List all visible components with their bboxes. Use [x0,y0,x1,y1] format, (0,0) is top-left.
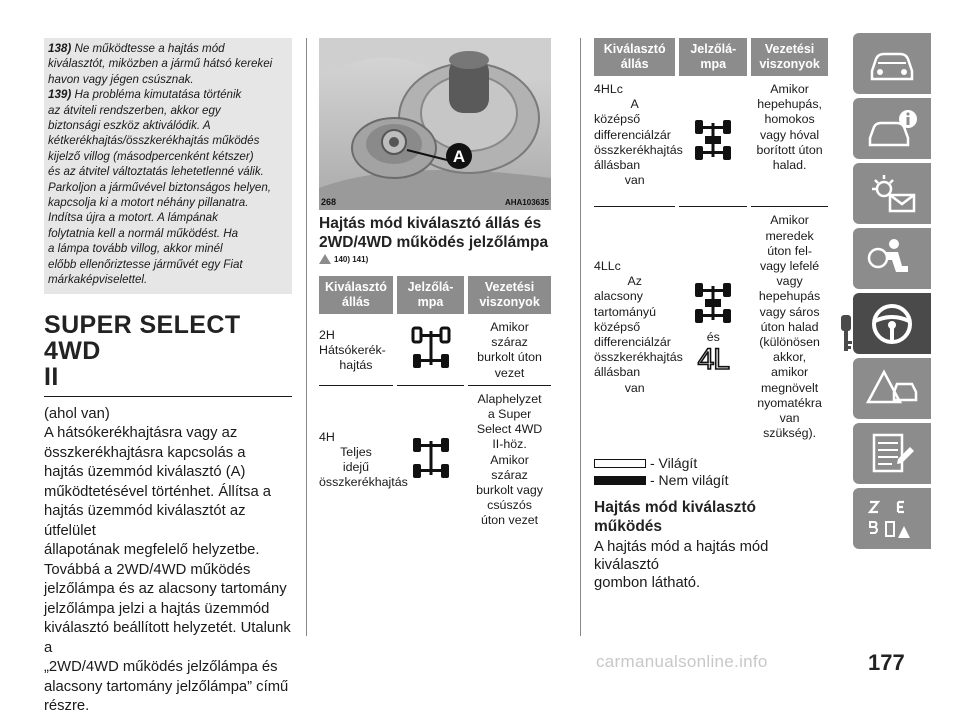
page-number: 177 [868,650,905,675]
header-selector-position: Kiválasztó állás [319,276,393,314]
indicator-cell [679,207,747,445]
warning-139-line-11: előbb ellenőriztesse járművét egy Fiat [48,257,243,271]
key-icon [836,315,856,355]
sidebar-tab-safety[interactable] [853,228,931,289]
callout-a: A [452,147,466,166]
chapter-sidebar [853,33,931,553]
warning-139-line-0: 139) Ha probléma kimutatása történik [48,88,242,102]
sidebar-tab-info[interactable] [853,98,931,159]
warning-138-line-0: 138) Ne működtesse a hajtás mód [48,42,225,55]
warning-139-line-3: kétkerékhajtás/összkerékhajtás működés [48,134,260,148]
condition-cell: Amikor száraz burkolt úton vezet [468,314,551,386]
mode-cell: 4LLc Az alacsony tartományú középső differenciálzár összkerékhajtás állásban van [594,259,683,395]
header-driving-conditions: Vezetési viszonyok [468,276,551,314]
warning-139-line-10: a lámpa tovább villog, akkor minél [48,242,223,256]
warning-139-line-5: és az átvitel változtatás lehetetlenné válik. [48,165,264,179]
column-left [44,38,292,717]
warning-139-line-1: az átviteli rendszerben, akkor egy [48,103,221,117]
drivetrain-2wd-icon [411,325,451,371]
warning-triangle-icon [319,254,331,264]
legend-item-on: - Nem világít [594,472,828,488]
and-label: és [706,329,720,344]
warning-139-line-8: Indítsa újra a motort. A lámpának [48,211,218,225]
figure-code: AHA103635 [504,198,549,207]
legend-item-off: - Világít [594,455,828,471]
watermark: carmanualsonline.info [596,652,768,671]
header-indicator: Jelzőlá- mpa [397,276,464,314]
warning-box [44,38,292,294]
selector-photo [319,38,551,210]
gear-selector-illustration [319,38,551,210]
sidebar-tab-emergency[interactable] [853,358,931,419]
indicator-cell [397,314,464,386]
heading-selector-position: Hajtás mód kiválasztó állás és 2WD/4WD működés jelzőlámpa [319,215,549,251]
section-body: (ahol van) A hátsókerékhajtásra vagy az összkerékhajtásra kapcsolás a hajtás üzemmód kiválasztó (A) működtetésével történhet. Állítsa a hajtás üzemmód kiválasztót az útfelület állapotának megfelelő helyzetbe. Továbbá a 2WD/4WD működés jelzőlámpa és az alacsony tartomány jelzőlámpa jelzi a hajtás üzemmód kiválasztó beállított helyzetét. Utalunk a „2WD/4WD működés jelzőlámpa és alacsony tartomány jelzőlámpa” című részre. [44,405,291,714]
sidebar-tab-technical[interactable] [853,488,931,549]
warning-lights-icon [864,171,920,217]
drivetrain-4wd-icon [411,435,451,481]
car-info-icon [864,106,920,152]
sidebar-tab-driving[interactable] [853,293,931,354]
section-title: SUPER SELECT 4WD II [44,310,241,391]
condition-cell: Amikor hepehupás, homokos vagy hóval borított úton halad. [751,76,828,207]
table-row [594,76,828,207]
header-driving-conditions: Vezetési viszonyok [751,38,828,76]
column-middle [319,38,551,533]
warning-139-line-2: biztonsági eszköz aktiválódik. A [48,119,211,133]
condition-cell: Amikor meredek úton fel- vagy lefelé vagy hepehupás vagy sáros úton halad (különösen akkor, amikor megnövelt nyomatékra van szükség). [757,213,822,441]
indicator-cell [679,76,747,207]
mode-cell: 4HLc A középső differenciálzár összkerékhajtás állásban van [594,76,675,207]
header-selector-position: Kiválasztó állás [594,38,675,76]
warning-references: 140) 141) [319,254,551,264]
airbag-seat-icon [864,236,920,282]
warning-138-line-2: havon vagy jégen csúsznak. [48,72,194,86]
technical-data-icon [864,496,920,542]
warning-139-line-9: folytatnia kell a normál működést. Ha [48,226,239,240]
legend-swatch-solid [594,476,646,485]
sidebar-tab-vehicle[interactable] [853,33,931,94]
indicator-legend [594,455,828,488]
low-range-4l-icon: 4L [697,343,729,377]
figure-number: 268 [321,197,337,207]
section-rule [44,396,292,397]
warning-138-line-1: kiválasztót, miközben a jármű hátsó kerekei [48,57,273,71]
drivetrain-4wd-lock-icon [693,280,733,326]
mode-table-right [590,38,832,445]
warning-138-number: 138) [48,42,72,55]
warning-139-line-6: Parkoljon a járművével biztonságos helyen, [48,180,271,194]
warning-139-number: 139) [48,88,72,102]
condition-cell: Alaphelyzet a Super Select 4WD II-höz. Amikor száraz burkolt vagy csúszós úton vezet [476,391,543,528]
column-divider-1 [306,38,307,636]
warning-triangle-car-icon [864,366,920,412]
indicator-cell [397,386,464,533]
table-row [319,386,551,533]
column-right [594,38,828,592]
warning-139-line-4: kijelző villog (másodpercenként kétszer) [48,149,254,163]
warning-139-line-7: kapcsolja ki a motort néhány pillanatra. [48,196,249,210]
car-front-icon [864,41,920,87]
table-row [319,314,551,386]
warning-139-line-12: márkaképviselettel. [48,273,148,287]
checklist-icon [864,431,920,477]
mode-cell: 2H Hátsókerék- hajtás [319,314,393,386]
heading-selector-operation: Hajtás mód kiválasztó működés [594,499,756,536]
mode-cell: 4H Teljes idejű összkerékhajtás [319,429,408,490]
table-row [594,207,828,445]
column-divider-2 [580,38,581,636]
drivetrain-4wd-lock-icon [693,117,733,163]
sidebar-tab-warnings[interactable] [853,163,931,224]
selector-operation-body: A hajtás mód a hajtás mód kiválasztó gombon látható. [594,539,769,592]
legend-swatch-outline [594,459,646,468]
sidebar-tab-maintenance[interactable] [853,423,931,484]
mode-table-left [315,276,555,533]
header-indicator: Jelzőlá- mpa [679,38,747,76]
steering-wheel-icon [864,301,920,347]
